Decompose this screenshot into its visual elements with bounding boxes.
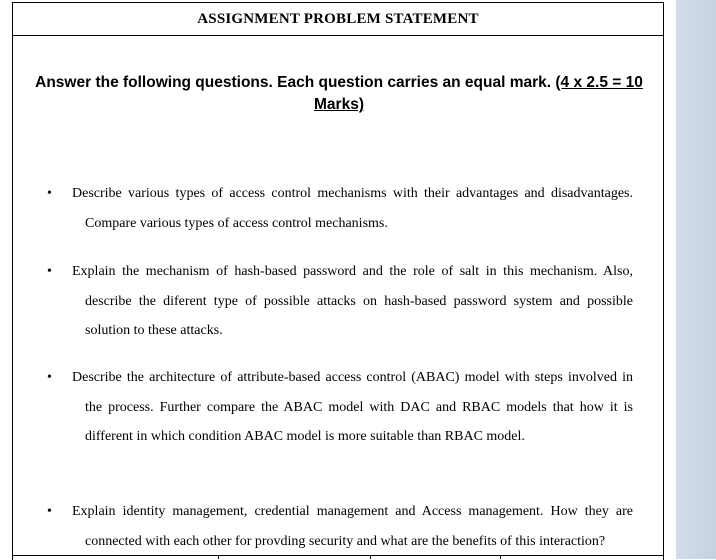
instructions [13,72,665,116]
assignment-table [12,2,664,560]
question-item [47,257,633,346]
question-item [47,179,633,238]
table-column-divider [218,555,219,559]
marks-label: (4 x 2.5 = 10 Marks) [314,74,643,113]
question-text: Describe various types of access control mechanisms with their advantages and disadvantages. Compare various types of access control mechanisms. [47,179,633,238]
next-table-border [12,555,664,556]
question-text: Explain the mechanism of hash-based password and the role of salt in this mechanism. Also, describe the diferent type of possible attacks on hash-based password system and possible solution to these attacks. [47,257,633,346]
table-column-divider [370,555,371,559]
question-item [47,363,633,452]
table-header: ASSIGNMENT PROBLEM STATEMENT [13,3,664,36]
bullet-icon: • [47,257,52,287]
bullet-icon: • [47,497,52,527]
bullet-icon: • [47,363,52,393]
instructions-text: Answer the following questions. Each question carries an equal mark. [35,74,555,91]
question-text: Explain identity management, credential management and Access management. How they are connected with each other for provding security and what are the benefits of this interaction? [47,497,633,556]
question-item [47,497,633,556]
window-side-panel [676,0,716,559]
bullet-icon: • [47,179,52,209]
table-body-cell [13,36,664,560]
table-column-divider [500,555,501,559]
question-text: Describe the architecture of attribute-based access control (ABAC) model with steps involved in the process. Further compare the ABAC model with DAC and RBAC models that how it is different in which condition ABAC model is more suitable than RBAC model. [47,363,633,452]
